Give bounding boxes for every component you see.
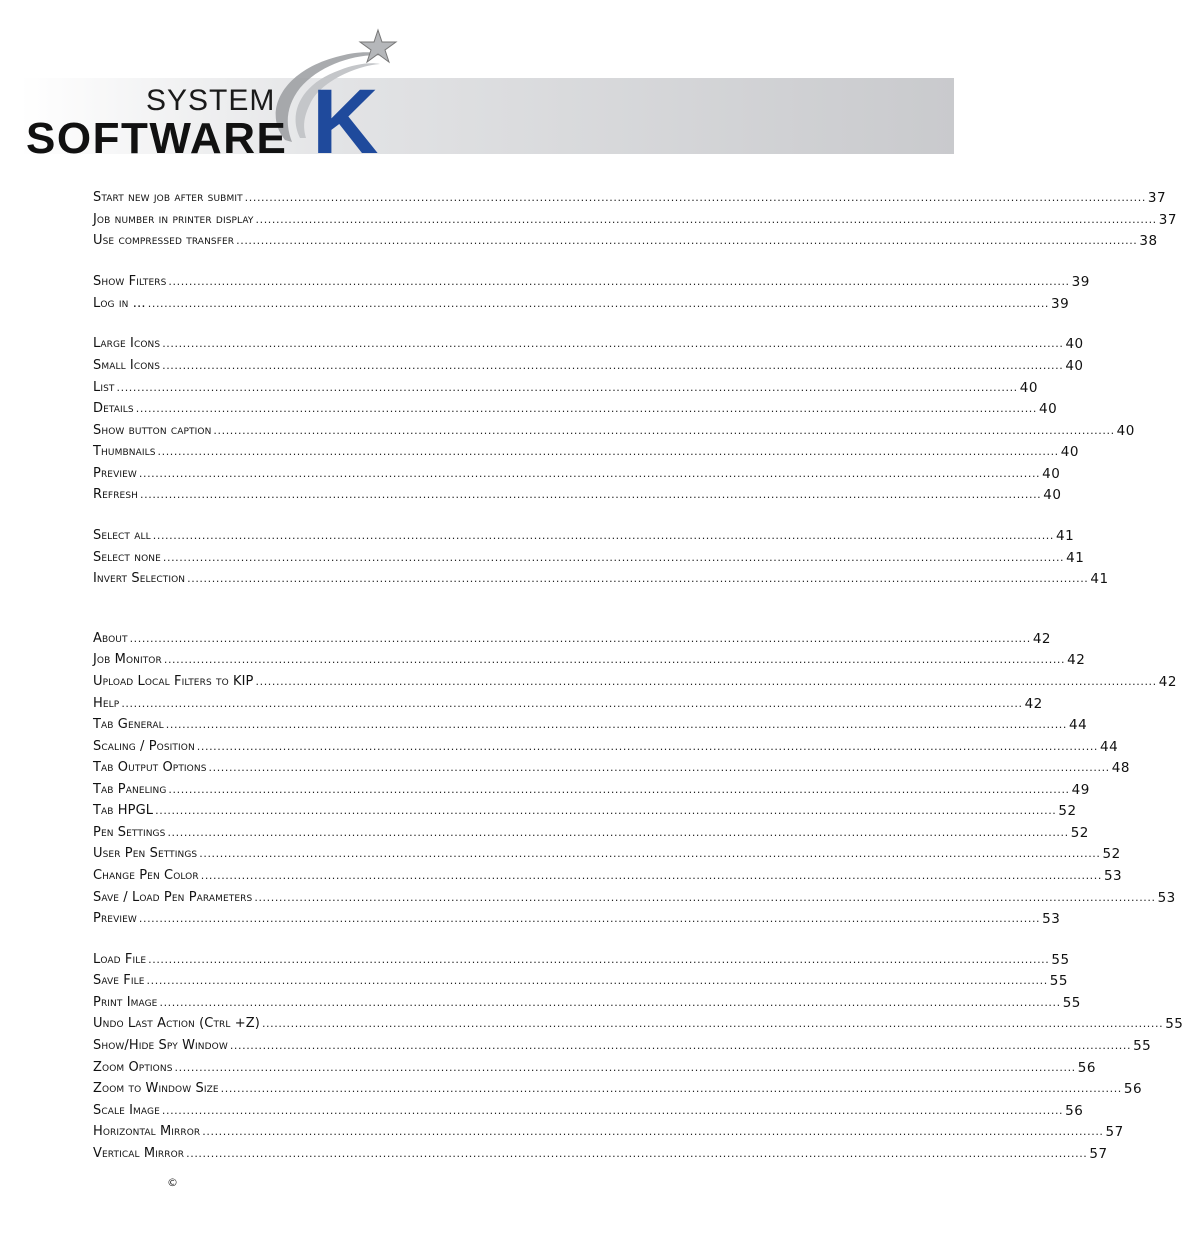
toc-entry[interactable] — [93, 756, 1130, 776]
toc-leader-dots: ............................................................................................................................................................................................................................ — [261, 1017, 1164, 1030]
toc-entry-page: 39 — [1071, 274, 1090, 290]
toc-leader-dots: ............................................................................................................................................................................................................................ — [148, 953, 1050, 966]
toc-entry[interactable] — [93, 397, 1058, 417]
toc-entry-title: User Pen Settings — [93, 846, 198, 861]
toc-entry-title: Vertical Mirror — [93, 1146, 185, 1161]
toc-entry[interactable] — [93, 627, 1052, 647]
toc-entry-page: 55 — [1051, 952, 1070, 968]
toc-entry-title: Undo Last Action (Ctrl +Z) — [93, 1016, 260, 1031]
toc-entry[interactable] — [93, 1142, 1108, 1162]
toc-leader-dots: ............................................................................................................................................................................................................................ — [147, 297, 1050, 310]
toc-entry-title: Upload Local Filters to KIP — [93, 674, 254, 689]
toc-entry-title: Use compressed transfer — [93, 233, 235, 248]
toc-entry[interactable] — [93, 842, 1121, 862]
toc-leader-dots: ............................................................................................................................................................................................................................ — [138, 467, 1041, 480]
toc-entry-title: Select none — [93, 550, 161, 565]
toc-entry[interactable] — [93, 799, 1077, 819]
toc-entry[interactable] — [93, 270, 1090, 290]
toc-leader-dots: ............................................................................................................................................................................................................................ — [244, 191, 1146, 204]
copyright-symbol: © — [167, 1176, 178, 1189]
toc-leader-dots: ............................................................................................................................................................................................................................ — [157, 445, 1059, 458]
toc-entry[interactable] — [93, 524, 1075, 544]
toc-leader-dots: ............................................................................................................................................................................................................................ — [162, 359, 1064, 372]
toc-leader-dots: ............................................................................................................................................................................................................................ — [159, 996, 1061, 1009]
toc-entry[interactable] — [93, 648, 1086, 668]
toc-entry[interactable] — [93, 692, 1043, 712]
toc-entry[interactable] — [93, 864, 1123, 884]
toc-leader-dots: ............................................................................................................................................................................................................................ — [140, 488, 1042, 501]
toc-entry-title: Show Filters — [93, 274, 167, 289]
toc-entry[interactable] — [93, 440, 1079, 460]
toc-entry-page: 42 — [1024, 696, 1043, 712]
toc-entry[interactable] — [93, 1077, 1143, 1097]
toc-leader-dots: ............................................................................................................................................................................................................................ — [167, 826, 1069, 839]
toc-leader-dots: ............................................................................................................................................................................................................................ — [121, 697, 1023, 710]
toc-entry-title: Tab Output Options — [93, 760, 207, 775]
toc-entry[interactable] — [93, 735, 1119, 755]
logo-system-text: SYSTEM — [146, 84, 276, 117]
toc-entry-title: Tab Paneling — [93, 782, 167, 797]
toc-entry-page: 40 — [1019, 380, 1038, 396]
toc-entry-title: Job Monitor — [93, 652, 162, 667]
toc-entry-page: 42 — [1067, 652, 1086, 668]
toc-leader-dots: ............................................................................................................................................................................................................................ — [213, 424, 1115, 437]
toc-entry-page: 53 — [1157, 890, 1176, 906]
toc-entry-title: Save / Load Pen Parameters — [93, 890, 253, 905]
toc-entry[interactable] — [93, 229, 1158, 249]
toc-entry-title: Preview — [93, 466, 137, 481]
toc-entry[interactable] — [93, 991, 1081, 1011]
toc-leader-dots: ............................................................................................................................................................................................................................ — [174, 1061, 1076, 1074]
toc-entry-page: 40 — [1065, 336, 1084, 352]
toc-entry[interactable] — [93, 907, 1061, 927]
toc-entry-title: Details — [93, 401, 134, 416]
toc-entry[interactable] — [93, 567, 1109, 587]
toc-leader-dots: ............................................................................................................................................................................................................................ — [229, 1039, 1132, 1052]
toc-entry-page: 55 — [1062, 995, 1081, 1011]
toc-leader-dots: ............................................................................................................................................................................................................................ — [155, 804, 1057, 817]
toc-entry-page: 40 — [1042, 466, 1061, 482]
toc-entry[interactable] — [93, 969, 1068, 989]
toc-entry-title: Thumbnails — [93, 444, 156, 459]
toc-entry-page: 40 — [1043, 487, 1062, 503]
toc-leader-dots: ............................................................................................................................................................................................................................ — [220, 1082, 1122, 1095]
toc-entry-title: Scale Image — [93, 1103, 160, 1118]
toc-entry[interactable] — [93, 1099, 1084, 1119]
toc-entry-title: Load File — [93, 952, 147, 967]
toc-entry[interactable] — [93, 354, 1084, 374]
toc-leader-dots: ............................................................................................................................................................................................................................ — [168, 783, 1070, 796]
toc-entry[interactable] — [93, 332, 1084, 352]
toc-entry-title: List — [93, 380, 115, 395]
toc-entry-title: Pen Settings — [93, 825, 166, 840]
toc-entry-page: 55 — [1049, 973, 1068, 989]
toc-entry[interactable] — [93, 670, 1177, 690]
toc-entry-title: Show button caption — [93, 423, 212, 438]
toc-entry-title: Zoom Options — [93, 1060, 173, 1075]
logo-software-text: SOFTWARE — [26, 114, 288, 163]
toc-leader-dots: ............................................................................................................................................................................................................................ — [135, 402, 1037, 415]
toc-entry-title: Tab General — [93, 717, 164, 732]
toc-entry-title: Help — [93, 696, 120, 711]
toc-entry[interactable] — [93, 1012, 1183, 1032]
toc-entry[interactable] — [93, 886, 1176, 906]
toc-leader-dots: ............................................................................................................................................................................................................................ — [254, 891, 1156, 904]
toc-entry-title: Log in … — [93, 296, 146, 311]
toc-entry-page: 40 — [1060, 444, 1079, 460]
toc-leader-dots: ............................................................................................................................................................................................................................ — [146, 974, 1048, 987]
toc-entry-title: Scaling / Position — [93, 739, 195, 754]
toc-entry[interactable] — [93, 1120, 1124, 1140]
toc-leader-dots: ............................................................................................................................................................................................................................ — [202, 1125, 1104, 1138]
toc-entry-title: Small Icons — [93, 358, 161, 373]
toc-entry-title: Refresh — [93, 487, 139, 502]
toc-leader-dots: ............................................................................................................................................................................................................................ — [186, 1147, 1088, 1160]
toc-entry[interactable] — [93, 778, 1090, 798]
toc-leader-dots: ............................................................................................................................................................................................................................ — [116, 381, 1018, 394]
toc-entry-page: 40 — [1065, 358, 1084, 374]
toc-leader-dots: ............................................................................................................................................................................................................................ — [168, 275, 1070, 288]
toc-leader-dots: ............................................................................................................................................................................................................................ — [129, 632, 1031, 645]
toc-entry-page: 40 — [1116, 423, 1135, 439]
toc-entry[interactable] — [93, 1056, 1096, 1076]
toc-entry-page: 42 — [1158, 674, 1177, 690]
toc-entry[interactable] — [93, 292, 1070, 312]
toc-entry-title: Horizontal Mirror — [93, 1124, 201, 1139]
toc-leader-dots: ............................................................................................................................................................................................................................ — [152, 529, 1054, 542]
toc-entry[interactable] — [93, 186, 1167, 206]
toc-entry[interactable] — [93, 948, 1070, 968]
toc-entry-page: 57 — [1089, 1146, 1108, 1162]
toc-entry-page: 52 — [1070, 825, 1089, 841]
toc-entry-page: 42 — [1032, 631, 1052, 647]
toc-entry[interactable] — [93, 821, 1089, 841]
toc-entry-page: 55 — [1133, 1038, 1152, 1054]
toc-entry-page: 37 — [1158, 212, 1177, 228]
toc-leader-dots: ............................................................................................................................................................................................................................ — [200, 869, 1102, 882]
toc-leader-dots: ............................................................................................................................................................................................................................ — [162, 551, 1065, 564]
toc-entry-title: Invert Selection — [93, 571, 186, 586]
toc-entry-page: 37 — [1147, 190, 1167, 206]
toc-entry-page: 44 — [1100, 739, 1119, 755]
toc-leader-dots: ............................................................................................................................................................................................................................ — [165, 718, 1067, 731]
toc-leader-dots: ............................................................................................................................................................................................................................ — [199, 847, 1101, 860]
toc-entry[interactable] — [93, 483, 1062, 503]
toc-leader-dots: ............................................................................................................................................................................................................................ — [162, 337, 1064, 350]
toc-entry[interactable] — [93, 376, 1038, 396]
toc-leader-dots: ............................................................................................................................................................................................................................ — [255, 213, 1157, 226]
toc-entry-page: 44 — [1069, 717, 1088, 733]
toc-entry-page: 57 — [1105, 1124, 1124, 1140]
toc-leader-dots: ............................................................................................................................................................................................................................ — [187, 572, 1089, 585]
toc-entry-page: 38 — [1139, 233, 1158, 249]
toc-entry-page: 55 — [1165, 1016, 1183, 1032]
toc-entry[interactable] — [93, 462, 1061, 482]
toc-entry-title: Zoom to Window Size — [93, 1081, 219, 1096]
toc-entry-title: Job number in printer display — [93, 212, 254, 227]
toc-entry-page: 53 — [1042, 911, 1061, 927]
toc-leader-dots: ............................................................................................................................................................................................................................ — [161, 1104, 1064, 1117]
toc-leader-dots: ............................................................................................................................................................................................................................ — [196, 740, 1099, 753]
toc-entry-title: Save File — [93, 973, 145, 988]
toc-entry-page: 52 — [1102, 846, 1121, 862]
toc-entry-page: 41 — [1066, 550, 1085, 566]
toc-entry-page: 49 — [1071, 782, 1090, 798]
toc-entry-title: Select all — [93, 528, 151, 543]
toc-entry-title: Start new job after submit — [93, 190, 243, 205]
toc-entry-page: 39 — [1051, 296, 1070, 312]
toc-entry-title: About — [93, 631, 128, 646]
toc-entry-page: 52 — [1058, 803, 1077, 819]
toc-leader-dots: ............................................................................................................................................................................................................................ — [208, 761, 1110, 774]
toc-entry-page: 41 — [1090, 571, 1109, 587]
toc-entry-title: Show/Hide Spy Window — [93, 1038, 228, 1053]
toc-entry-page: 40 — [1038, 401, 1058, 417]
toc-entry-title: Preview — [93, 911, 137, 926]
toc-entry-title: Print Image — [93, 995, 158, 1010]
toc-entry[interactable] — [93, 713, 1088, 733]
toc-leader-dots: ............................................................................................................................................................................................................................ — [255, 675, 1157, 688]
toc-entry-page: 41 — [1056, 528, 1075, 544]
toc-entry[interactable] — [93, 208, 1177, 228]
toc-entry-title: Tab HPGL — [93, 803, 154, 818]
toc-leader-dots: ............................................................................................................................................................................................................................ — [163, 653, 1066, 666]
logo-letter-k: K — [312, 71, 379, 173]
toc-entry[interactable] — [93, 546, 1085, 566]
toc-entry-title: Change Pen Color — [93, 868, 199, 883]
toc-entry-page: 48 — [1111, 760, 1130, 776]
toc-entry-title: Large Icons — [93, 336, 161, 351]
toc-entry-page: 53 — [1103, 868, 1123, 884]
toc-entry-page: 56 — [1077, 1060, 1096, 1076]
toc-leader-dots: ............................................................................................................................................................................................................................ — [236, 234, 1138, 247]
header-banner — [0, 0, 954, 173]
toc-entry-page: 56 — [1065, 1103, 1084, 1119]
toc-leader-dots: ............................................................................................................................................................................................................................ — [138, 912, 1041, 925]
toc-entry-page: 56 — [1123, 1081, 1143, 1097]
star-icon — [360, 30, 396, 62]
toc-entry[interactable] — [93, 419, 1135, 439]
toc-entry[interactable] — [93, 1034, 1152, 1054]
